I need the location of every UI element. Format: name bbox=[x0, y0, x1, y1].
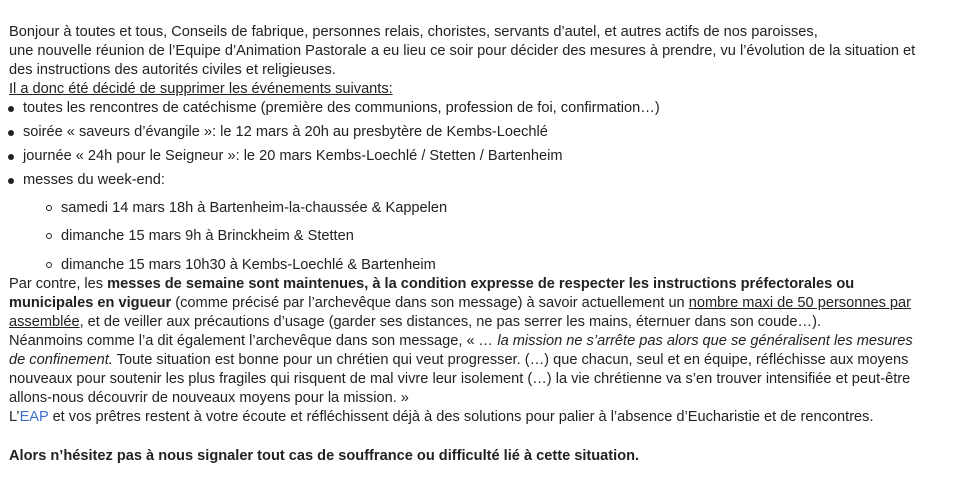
text-run: (comme précisé par l’archevêque dans son message) à savoir actuellement un bbox=[171, 295, 689, 311]
bullet-icon bbox=[8, 106, 14, 112]
italic-quote: … la mission ne s’arrête pas alors que se généralisent les mesures bbox=[478, 333, 913, 349]
sub-list-item-text: dimanche 15 mars 9h à Brinckheim & Stetten bbox=[61, 228, 354, 244]
italic-quote: de confinement. bbox=[9, 352, 113, 368]
circle-bullet-icon bbox=[46, 262, 52, 268]
text-run: et vos prêtres restent à votre écoute et réfléchissent déjà à des solutions pour palier à l’absence d’Eucharistie et de rencontres. bbox=[48, 409, 874, 425]
closing-line bbox=[9, 447, 959, 466]
decision-heading: Il a donc été décidé de supprimer les événements suivants: bbox=[9, 81, 393, 97]
list-item-text: soirée « saveurs d’évangile »: le 12 mars à 20h au presbytère de Kembs-Loechlé bbox=[23, 124, 548, 140]
bullet-icon bbox=[8, 154, 14, 160]
list-item-text: toutes les rencontres de catéchisme (première des communions, profession de foi, confirmation…) bbox=[23, 100, 660, 116]
bullet-icon bbox=[8, 178, 14, 184]
paragraph-line bbox=[9, 332, 959, 351]
paragraph-line bbox=[9, 275, 959, 294]
eap-link[interactable]: EAP bbox=[19, 409, 49, 425]
text-run: Néanmoins comme l’a dit également l’archevêque dans son message, « bbox=[9, 333, 479, 349]
closing-text: Alors n’hésitez pas à nous signaler tout cas de souffrance ou difficulté lié à cette situation. bbox=[9, 448, 640, 464]
paragraph-line bbox=[9, 408, 959, 427]
underlined-text: nombre maxi de 50 personnes par bbox=[688, 295, 912, 311]
underlined-text: assemblée bbox=[9, 314, 80, 330]
paragraph-line: allons-nous découvrir de nouveaux moyens pour la mission. » bbox=[9, 390, 409, 406]
text-run: , et de veiller aux précautions d’usage (garder ses distances, ne pas serrer les mains, éternuer dans son coude…). bbox=[79, 314, 822, 330]
text-run: Par contre, les bbox=[9, 276, 108, 292]
intro-line-3: des instructions des autorités civiles et religieuses. bbox=[9, 62, 336, 78]
paragraph-line bbox=[9, 351, 959, 370]
paragraph-line bbox=[9, 313, 959, 332]
bullet-icon bbox=[8, 130, 14, 136]
paragraph-line bbox=[9, 294, 959, 313]
bold-text: messes de semaine sont maintenues, à la condition expresse de respecter les instructions préfectorales ou bbox=[107, 276, 855, 292]
circle-bullet-icon bbox=[46, 233, 52, 239]
intro-line-1: Bonjour à toutes et tous, Conseils de fabrique, personnes relais, choristes, servants d’autel, et autres actifs de nos paroisses, bbox=[9, 24, 818, 40]
list-item-text: messes du week-end: bbox=[23, 172, 165, 188]
bold-text: municipales en vigueur bbox=[9, 295, 172, 311]
text-run: Toute situation est bonne pour un chrétien qui veut progresser. (…) que chacun, seul et en équipe, réfléchisse aux moyens bbox=[112, 352, 909, 368]
circle-bullet-icon bbox=[46, 205, 52, 211]
sub-list-item-text: samedi 14 mars 18h à Bartenheim-la-chaussée & Kappelen bbox=[61, 200, 448, 216]
text-run: L’ bbox=[9, 409, 20, 425]
list-item-text: journée « 24h pour le Seigneur »: le 20 mars Kembs-Loechlé / Stetten / Bartenheim bbox=[23, 148, 563, 164]
intro-line-2: une nouvelle réunion de l’Equipe d’Animation Pastorale a eu lieu ce soir pour décider des mesures à prendre, vu l’évolution de la situation et bbox=[9, 43, 916, 59]
paragraph-line: nouveaux pour soutenir les plus fragiles qui risquent de mal vivre leur isolement (…) la vie chrétienne va s’en trouver intensifiée et peut-être bbox=[9, 371, 911, 387]
sub-list-item-text: dimanche 15 mars 10h30 à Kembs-Loechlé & Bartenheim bbox=[61, 257, 436, 273]
